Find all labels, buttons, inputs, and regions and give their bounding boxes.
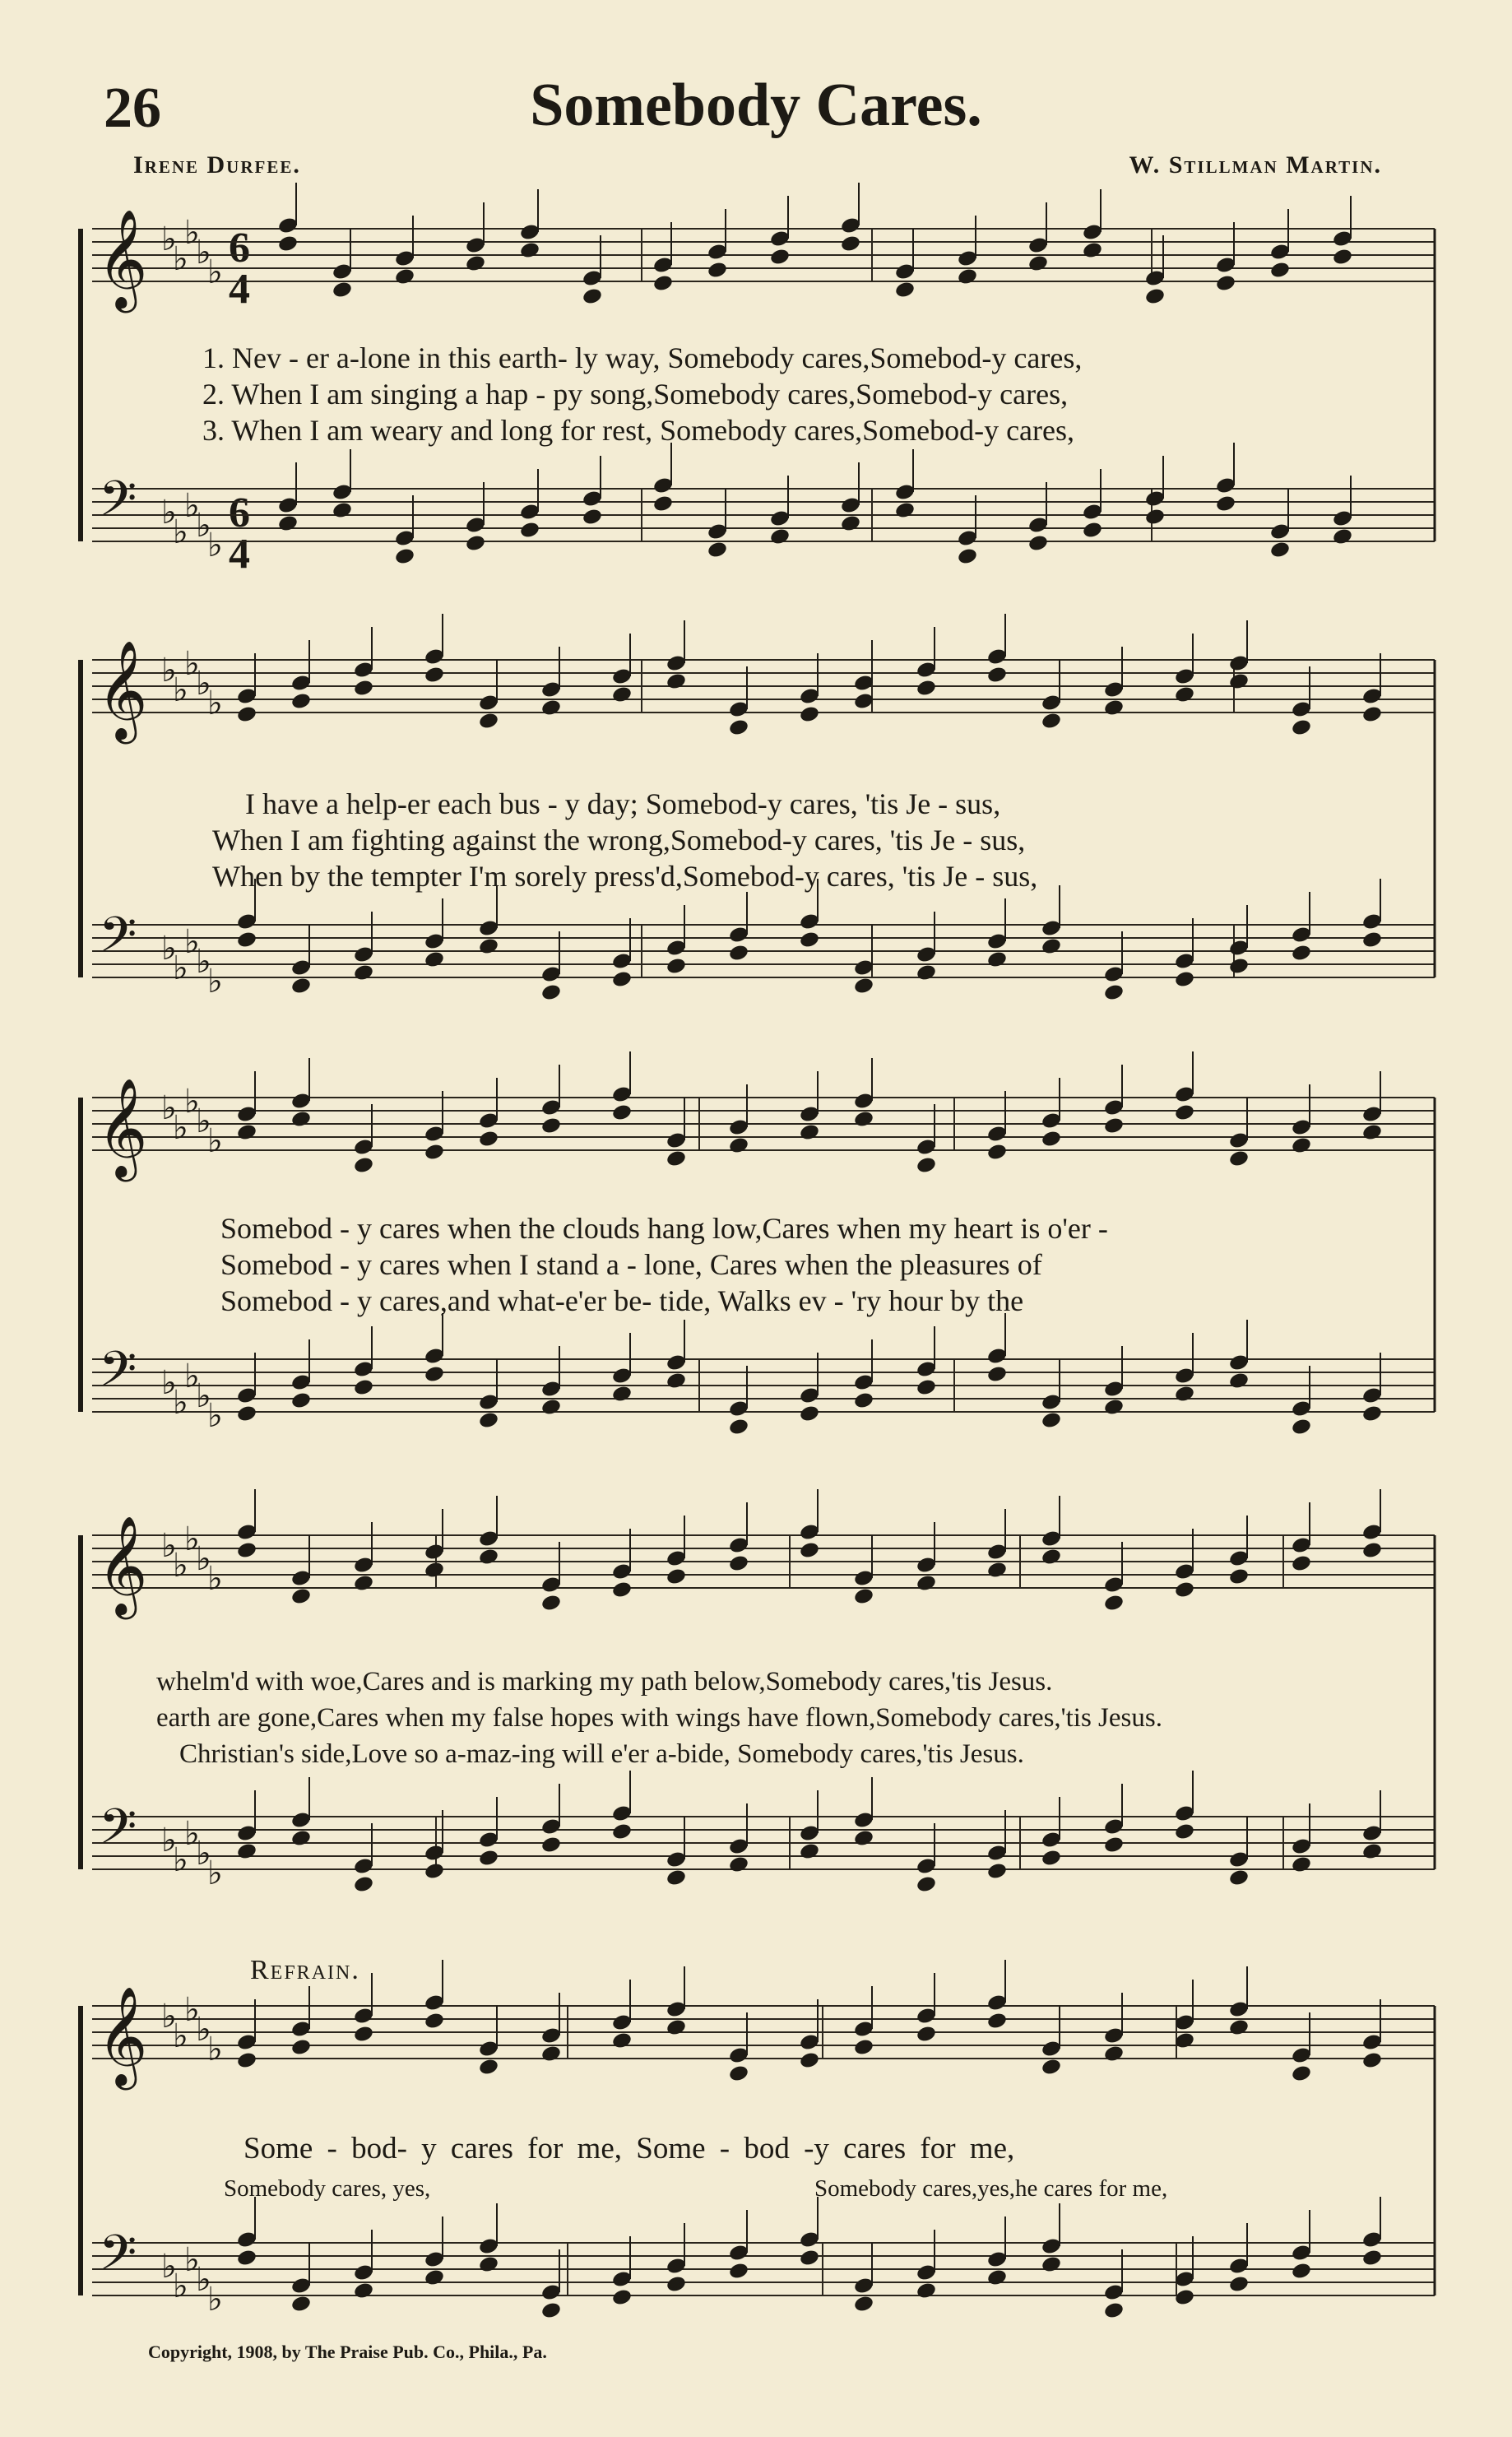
note-head [1103, 1116, 1125, 1135]
note-head [1332, 248, 1353, 267]
flat-icon: ♭ [207, 1122, 223, 1160]
note-head [707, 261, 728, 280]
note-head [353, 1875, 374, 1894]
note-head [799, 2249, 820, 2268]
lyricist-credit: Irene Durfee. [133, 151, 301, 179]
note-head [236, 931, 257, 949]
note-head [666, 672, 687, 691]
note-head [540, 2301, 562, 2320]
note-head [728, 718, 749, 737]
flat-icon: ♭ [161, 1527, 177, 1565]
note-head [1103, 1398, 1125, 1417]
note-head [1082, 241, 1103, 260]
note-head [540, 1836, 562, 1854]
note-head [728, 2262, 749, 2281]
note-head [1174, 685, 1195, 704]
note-head [236, 705, 257, 724]
note-head [290, 1110, 312, 1129]
composer-credit: W. Stillman Martin. [1129, 151, 1382, 179]
note-head [353, 679, 374, 698]
flat-icon: ♭ [196, 1102, 211, 1140]
verse-3-line-2: When by the tempter I'm sorely press'd,Somebod-y cares, 'tis Je - sus, [212, 860, 1038, 893]
note-head [236, 1842, 257, 1861]
verse-2-line-1: 2. When I am singing a hap - py song,Somebody cares,Somebod-y cares, [202, 378, 1069, 411]
refrain-label: Refrain. [250, 1955, 360, 1985]
note-head [353, 1574, 374, 1593]
note-head [1103, 699, 1125, 717]
note-head [853, 977, 874, 996]
note-head [353, 1156, 374, 1175]
refrain-soprano-lyrics: Some - bod- y cares for me, Some - bod -y cares for me, [243, 2132, 1015, 2165]
note-head [1215, 274, 1236, 293]
note-head [424, 1365, 445, 1384]
note-head [840, 234, 861, 253]
note-head [1291, 944, 1312, 963]
note-head [1027, 254, 1049, 273]
note-head [1228, 1372, 1250, 1390]
copyright-notice: Copyright, 1908, by The Praise Pub. Co., Phila., Pa. [148, 2342, 547, 2362]
flat-icon: ♭ [173, 1384, 188, 1422]
flat-icon: ♭ [173, 240, 188, 278]
note-head [957, 547, 978, 566]
flat-icon: ♭ [207, 1397, 223, 1435]
note-head [1041, 2255, 1062, 2274]
note-head [519, 241, 540, 260]
note-head [799, 2051, 820, 2070]
note-head [611, 1385, 633, 1404]
note-head [236, 1541, 257, 1560]
treble-clef-icon: 𝄞 [97, 1515, 148, 1615]
note-head [540, 1398, 562, 1417]
note-head [986, 950, 1008, 969]
note-head [916, 2025, 937, 2044]
note-head [277, 514, 299, 533]
flat-icon: ♭ [184, 1520, 200, 1558]
note-head [1332, 527, 1353, 546]
bass-time-signature-bottom: 4 [229, 531, 250, 578]
verse-1-line-2: I have a help-er each bus - y day; Somebod-y cares, 'tis Je - sus, [245, 787, 1001, 820]
treble-time-signature-bottom: 4 [229, 266, 250, 313]
flat-icon: ♭ [173, 949, 188, 987]
note-head [540, 2045, 562, 2063]
verse-1-line-3: Somebod - y cares when the clouds hang low,Cares when my heart is o'er - [220, 1212, 1108, 1245]
note-head [394, 267, 415, 286]
note-head [666, 957, 687, 976]
note-head [1082, 521, 1103, 540]
bass-time-signature-top: 6 [229, 490, 250, 536]
verse-3-line-4: Christian's side,Love so a-maz-ing will e'er a-bide, Somebody cares,'tis Jesus. [179, 1739, 1024, 1769]
flat-icon: ♭ [196, 1835, 211, 1873]
note-head [840, 514, 861, 533]
note-head [290, 1587, 312, 1606]
note-head [611, 2031, 633, 2050]
note-head [728, 1418, 749, 1437]
flat-icon: ♭ [184, 645, 200, 683]
note-head [611, 1822, 633, 1841]
note-head [799, 1842, 820, 1861]
flat-icon: ♭ [207, 2281, 223, 2319]
note-head [652, 494, 674, 513]
verse-3-line-3: Somebod - y cares,and what-e'er be- tide, Walks ev - 'ry hour by the [220, 1284, 1024, 1317]
flat-icon: ♭ [173, 2017, 188, 2055]
note-head [666, 1868, 687, 1887]
note-head [424, 666, 445, 685]
note-head [853, 2295, 874, 2314]
note-head [986, 1365, 1008, 1384]
flat-icon: ♭ [184, 1991, 200, 2029]
flat-icon: ♭ [161, 2248, 177, 2286]
note-head [611, 970, 633, 989]
verse-2-line-3: Somebod - y cares when I stand a - lone, Cares when the pleasures of [220, 1248, 1042, 1281]
note-head [236, 2051, 257, 2070]
note-head [1361, 931, 1383, 949]
note-head [1144, 508, 1166, 527]
note-head [853, 2038, 874, 2057]
note-head [916, 963, 937, 982]
note-head [611, 1581, 633, 1599]
flat-icon: ♭ [161, 1998, 177, 2035]
refrain-alto-lyrics-1: Somebody cares, yes, [224, 2175, 431, 2202]
note-head [666, 2018, 687, 2037]
bass-clef-icon: 𝄢 [99, 1340, 137, 1409]
refrain-alto-lyrics-2: Somebody cares,yes,he cares for me, [814, 2175, 1168, 2202]
note-head [611, 1103, 633, 1122]
note-head [1228, 672, 1250, 691]
note-head [1291, 718, 1312, 737]
note-head [424, 2268, 445, 2287]
note-head [1291, 1136, 1312, 1155]
note-head [666, 2275, 687, 2294]
note-head [424, 2012, 445, 2031]
note-head [1361, 1404, 1383, 1423]
note-head [728, 1136, 749, 1155]
note-head [1291, 1554, 1312, 1573]
note-head [1174, 1103, 1195, 1122]
note-head [1269, 261, 1291, 280]
bass-clef-icon: 𝄢 [99, 2224, 137, 2293]
note-head [519, 521, 540, 540]
page-number: 26 [104, 77, 161, 140]
note-head [666, 1372, 687, 1390]
flat-icon: ♭ [196, 943, 211, 981]
treble-clef-icon: 𝄞 [97, 208, 148, 309]
flat-icon: ♭ [161, 652, 177, 689]
note-head [853, 1587, 874, 1606]
note-head [1041, 1849, 1062, 1868]
flat-icon: ♭ [196, 2261, 211, 2299]
note-head [236, 2249, 257, 2268]
note-head [540, 699, 562, 717]
bass-clef-icon: 𝄢 [99, 906, 137, 975]
note-head [853, 1829, 874, 1848]
note-head [799, 1541, 820, 1560]
note-head [353, 2281, 374, 2300]
note-head [1041, 937, 1062, 956]
flat-icon: ♭ [161, 1089, 177, 1127]
flat-icon: ♭ [196, 1540, 211, 1578]
treble-clef-icon: 𝄞 [97, 639, 148, 740]
note-head [478, 937, 499, 956]
note-head [894, 281, 916, 299]
flat-icon: ♭ [161, 494, 177, 531]
note-head [1215, 494, 1236, 513]
note-head [1103, 1836, 1125, 1854]
treble-clef-icon: 𝄞 [97, 1985, 148, 2086]
note-head [799, 1123, 820, 1142]
note-head [1291, 2262, 1312, 2281]
note-head [478, 712, 499, 731]
verse-2-line-2: When I am fighting against the wrong,Somebod-y cares, 'tis Je - sus, [212, 824, 1026, 856]
note-head [540, 1116, 562, 1135]
note-head [769, 248, 791, 267]
note-head [1228, 1868, 1250, 1887]
flat-icon: ♭ [161, 1822, 177, 1859]
note-head [986, 1143, 1008, 1162]
note-head [478, 1411, 499, 1430]
note-head [986, 2268, 1008, 2287]
note-head [1269, 541, 1291, 559]
note-head [1041, 1548, 1062, 1567]
note-head [1361, 705, 1383, 724]
note-head [290, 2038, 312, 2057]
note-head [353, 1378, 374, 1397]
note-head [1361, 1842, 1383, 1861]
verse-2-line-4: earth are gone,Cares when my false hopes with wings have flown,Somebody cares,'tis Jesus. [156, 1703, 1162, 1733]
flat-icon: ♭ [184, 487, 200, 525]
note-head [478, 1548, 499, 1567]
flat-icon: ♭ [207, 1854, 223, 1892]
note-head [1291, 1855, 1312, 1874]
note-head [1103, 2045, 1125, 2063]
note-head [1103, 2301, 1125, 2320]
note-head [986, 1862, 1008, 1881]
note-head [424, 1862, 445, 1881]
flat-icon: ♭ [173, 1547, 188, 1585]
note-head [611, 2288, 633, 2307]
note-head [540, 983, 562, 1002]
flat-icon: ♭ [207, 2031, 223, 2068]
flat-icon: ♭ [184, 214, 200, 252]
treble-clef-icon: 𝄞 [97, 1077, 148, 1177]
flat-icon: ♭ [196, 1377, 211, 1415]
note-head [582, 287, 603, 306]
note-head [353, 963, 374, 982]
note-head [916, 1875, 937, 1894]
note-head [853, 1110, 874, 1129]
note-head [728, 944, 749, 963]
note-head [707, 541, 728, 559]
note-head [424, 950, 445, 969]
note-head [236, 1123, 257, 1142]
hymn-title: Somebody Cares. [530, 72, 982, 139]
note-head [1144, 287, 1166, 306]
note-head [465, 534, 486, 553]
note-head [236, 1404, 257, 1423]
flat-icon: ♭ [161, 220, 177, 258]
note-head [986, 2012, 1008, 2031]
note-head [1174, 970, 1195, 989]
note-head [1291, 1418, 1312, 1437]
flat-icon: ♭ [173, 671, 188, 709]
note-head [1361, 1541, 1383, 1560]
flat-icon: ♭ [196, 507, 211, 545]
note-head [540, 1594, 562, 1613]
flat-icon: ♭ [161, 930, 177, 968]
note-head [799, 705, 820, 724]
flat-icon: ♭ [207, 685, 223, 722]
note-head [1174, 1822, 1195, 1841]
flat-icon: ♭ [161, 1364, 177, 1402]
note-head [652, 274, 674, 293]
note-head [1291, 2064, 1312, 2083]
flat-icon: ♭ [173, 513, 188, 551]
note-head [728, 2064, 749, 2083]
note-head [894, 501, 916, 520]
note-head [666, 1149, 687, 1168]
flat-icon: ♭ [207, 527, 223, 564]
flat-icon: ♭ [207, 253, 223, 291]
note-head [1041, 2058, 1062, 2077]
note-head [290, 1391, 312, 1410]
note-head [799, 931, 820, 949]
flat-icon: ♭ [207, 1560, 223, 1598]
note-head [424, 1561, 445, 1580]
note-head [728, 1554, 749, 1573]
note-head [478, 1849, 499, 1868]
note-head [1174, 1581, 1195, 1599]
note-head [1041, 712, 1062, 731]
note-head [1361, 2051, 1383, 2070]
note-head [769, 527, 791, 546]
note-head [666, 1567, 687, 1586]
note-head [1228, 2018, 1250, 2037]
note-head [853, 1391, 874, 1410]
note-head [1228, 1567, 1250, 1586]
note-head [957, 267, 978, 286]
note-head [916, 1378, 937, 1397]
note-head [1041, 1130, 1062, 1149]
note-head [478, 2058, 499, 2077]
note-head [353, 2025, 374, 2044]
note-head [799, 1404, 820, 1423]
note-head [277, 234, 299, 253]
flat-icon: ♭ [207, 963, 223, 1000]
note-head [611, 685, 633, 704]
note-head [1174, 1385, 1195, 1404]
note-head [332, 501, 353, 520]
note-head [424, 1143, 445, 1162]
flat-icon: ♭ [184, 923, 200, 961]
note-head [478, 1130, 499, 1149]
flat-icon: ♭ [196, 234, 211, 272]
note-head [728, 1855, 749, 1874]
verse-1-line-4: whelm'd with woe,Cares and is marking my path below,Somebody cares,'tis Jesus. [156, 1667, 1053, 1697]
note-head [290, 977, 312, 996]
note-head [478, 2255, 499, 2274]
flat-icon: ♭ [184, 1358, 200, 1395]
note-head [1228, 1149, 1250, 1168]
note-head [1228, 957, 1250, 976]
verse-1-line-1: 1. Nev - er a-lone in this earth- ly way, Somebody cares,Somebod-y cares, [202, 341, 1083, 374]
note-head [1027, 534, 1049, 553]
flat-icon: ♭ [173, 1109, 188, 1147]
note-head [394, 547, 415, 566]
flat-icon: ♭ [184, 1083, 200, 1121]
note-head [290, 1829, 312, 1848]
note-head [290, 2295, 312, 2314]
flat-icon: ♭ [173, 1841, 188, 1879]
flat-icon: ♭ [173, 2268, 188, 2305]
note-head [916, 1574, 937, 1593]
note-head [1041, 1411, 1062, 1430]
flat-icon: ♭ [184, 1815, 200, 1853]
note-head [1103, 1594, 1125, 1613]
treble-time-signature-top: 6 [229, 225, 250, 272]
note-head [986, 666, 1008, 685]
note-head [986, 1561, 1008, 1580]
note-head [332, 281, 353, 299]
flat-icon: ♭ [184, 2241, 200, 2279]
flat-icon: ♭ [196, 2011, 211, 2049]
note-head [916, 2281, 937, 2300]
verse-3-line-1: 3. When I am weary and long for rest, Somebody cares,Somebod-y cares, [202, 414, 1075, 447]
flat-icon: ♭ [196, 665, 211, 703]
note-head [465, 254, 486, 273]
note-head [582, 508, 603, 527]
note-head [1361, 1123, 1383, 1142]
note-head [1361, 2249, 1383, 2268]
note-head [290, 692, 312, 711]
note-head [1103, 983, 1125, 1002]
note-head [916, 679, 937, 698]
bass-clef-icon: 𝄢 [99, 470, 137, 539]
bass-clef-icon: 𝄢 [99, 1798, 137, 1867]
note-head [916, 1156, 937, 1175]
note-head [1228, 2275, 1250, 2294]
